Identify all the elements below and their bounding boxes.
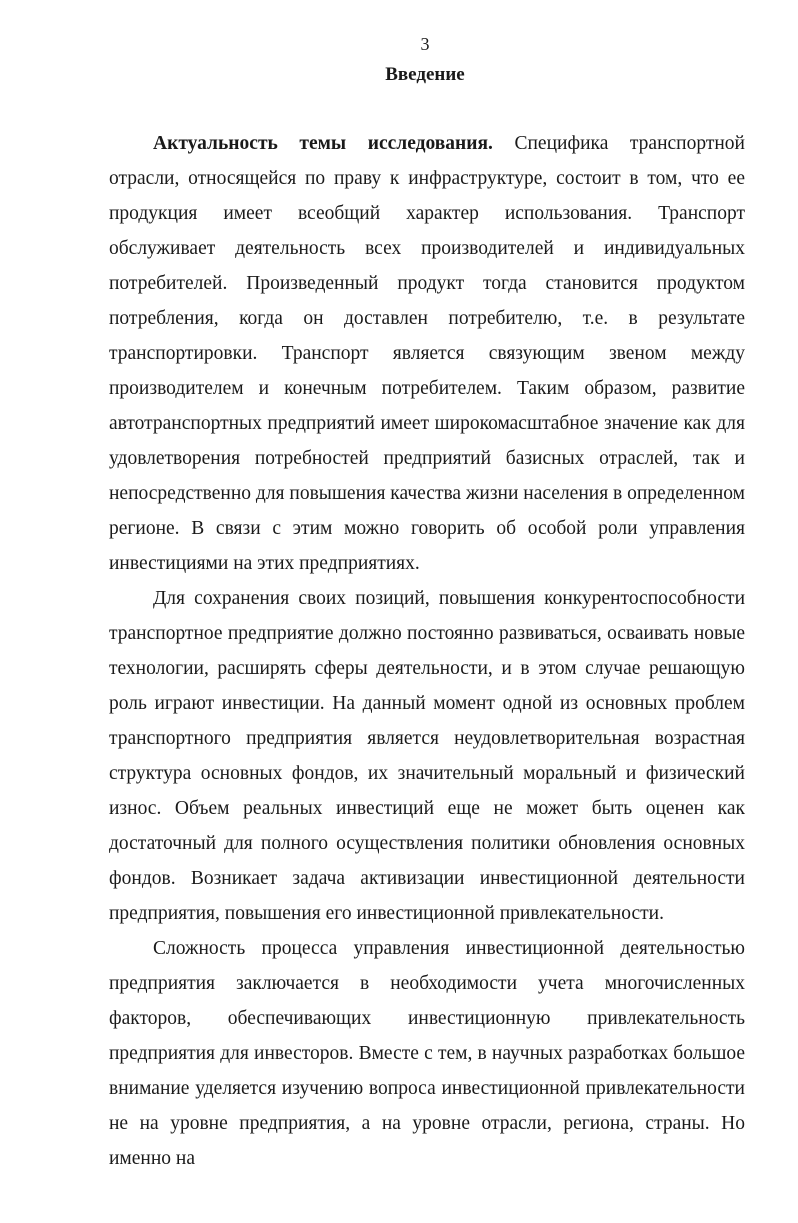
paragraph-relevance [109, 126, 745, 581]
paragraph-lead: Актуальность темы исследования. [153, 133, 493, 154]
paragraph-competitiveness [109, 581, 745, 931]
paragraph-complexity [109, 931, 745, 1176]
paragraph-text: Сложность процесса управления инвестиционной деятельностью предприятия заключается в необходимости учета многочисленных факторов, обеспечивающих инвестиционную привлекательность предприятия для инвесторов. Вместе с тем, в научных разработках большое внимание уделяется изучению вопроса инвестиционной привлекательности не на уровне предприятия, а на уровне отрасли, региона, страны. Но именно на [109, 938, 745, 1169]
page-number: 3 [420, 34, 430, 54]
paragraph-text: Для сохранения своих позиций, повышения конкурентоспособности транспортное предприятие должно постоянно развиваться, осваивать новые технологии, расширять сферы деятельности, и в этом случае решающую роль играют инвестиции. На данный момент одной из основных проблем транспортного предприятия является неудовлетворительная возрастная структура основных фондов, их значительный моральный и физический износ. Объем реальных инвестиций еще не может быть оценен как достаточный для полного осуществления политики обновления основных фондов. Возникает задача активизации инвестиционной деятельности предприятия, повышения его инвестиционной привлекательности. [109, 588, 745, 924]
paragraph-text: Специфика транспортной отрасли, относящейся по праву к инфраструктуре, состоит в том, что ее продукция имеет всеобщий характер использования. Транспорт обслуживает деятельность всех производителей и индивидуальных потребителей. Произведенный продукт тогда становится продуктом потребления, когда он доставлен потребителю, т.е. в результате транспортировки. Транспорт является связующим звеном между производителем и конечным потребителем. Таким образом, развитие автотранспортных предприятий имеет широкомасштабное значение как для удовлетворения потребностей предприятий базисных отраслей, так и непосредственно для повышения качества жизни населения в определенном регионе. В связи с этим можно говорить об особой роли управления инвестициями на этих предприятиях. [109, 133, 746, 574]
section-heading: Введение [385, 64, 465, 85]
body-text [109, 126, 745, 1176]
